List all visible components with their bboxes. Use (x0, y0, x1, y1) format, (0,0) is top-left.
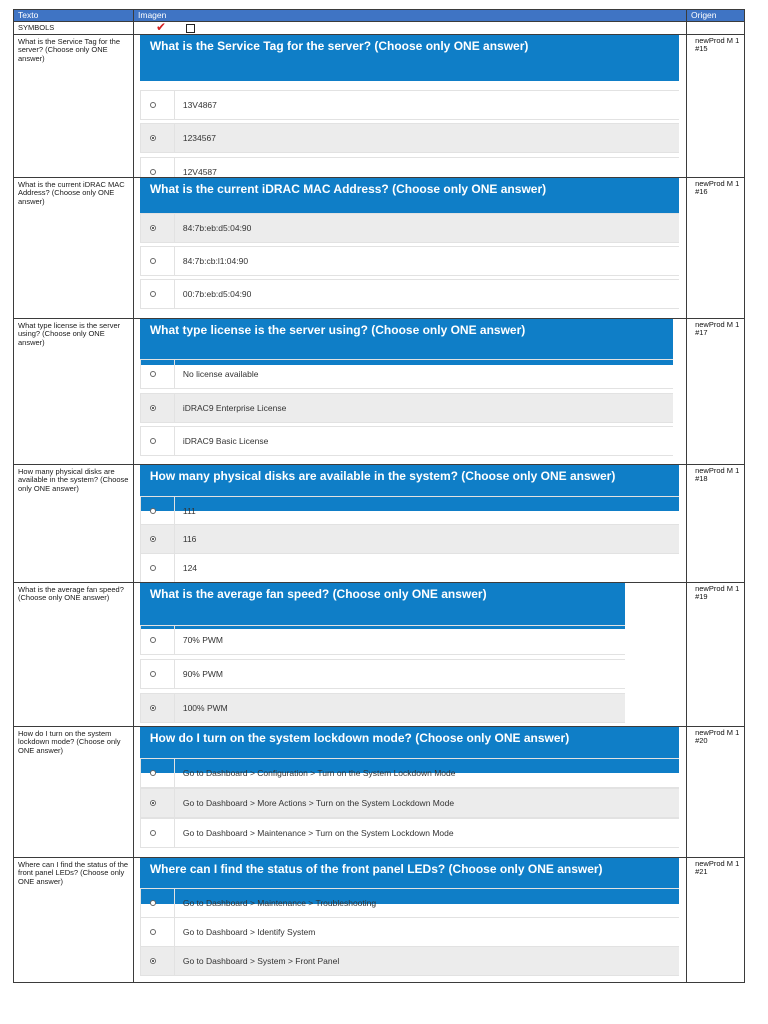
answer-option-label: 00:7b:eb:d5:04:90 (182, 289, 252, 299)
answer-option-label: 111 (182, 506, 196, 516)
row-image-cell (134, 583, 687, 726)
answer-option[interactable] (140, 393, 673, 423)
answer-option-label: 124 (182, 563, 198, 573)
answer-option[interactable] (140, 693, 625, 723)
answer-option[interactable] (140, 553, 679, 582)
answer-option[interactable] (140, 157, 679, 177)
question-title-bar: What type license is the server using? (Choose only ONE answer) (140, 319, 673, 365)
option-divider (174, 124, 175, 152)
row-image-cell (134, 178, 687, 318)
option-divider (174, 694, 175, 722)
symbols-label: SYMBOLS (14, 22, 134, 34)
answer-option[interactable] (140, 213, 679, 243)
answer-option[interactable] (140, 496, 679, 526)
answer-option-label: iDRAC9 Enterprise License (182, 403, 287, 413)
answer-option[interactable] (140, 359, 673, 389)
answer-option-label: 90% PWM (182, 669, 223, 679)
answer-option-label: 116 (182, 534, 197, 544)
radio-empty-icon[interactable] (150, 900, 156, 906)
option-divider (174, 918, 175, 946)
answer-option-label: Go to Dashboard > More Actions > Turn on the System Lockdown Mode (182, 798, 455, 808)
row-text-cell: What is the current iDRAC MAC Address? (Choose only ONE answer) (14, 178, 134, 318)
answer-option[interactable] (140, 279, 679, 309)
answer-option[interactable] (140, 917, 679, 947)
radio-empty-icon[interactable] (150, 102, 156, 108)
answer-option-label: Go to Dashboard > System > Front Panel (182, 956, 340, 966)
row-origin-cell: newProd M 1 #18 (695, 466, 740, 483)
answer-option[interactable] (140, 818, 679, 848)
row-text-cell: How many physical disks are available in the system? (Choose only ONE answer) (14, 465, 134, 582)
question-rows (14, 34, 744, 982)
row-image-cell (134, 465, 687, 582)
answer-option[interactable] (140, 659, 625, 689)
radio-empty-icon[interactable] (150, 671, 156, 677)
radio-empty-icon[interactable] (150, 291, 156, 297)
question-title-bar: How do I turn on the system lockdown mode? (Choose only ONE answer) (140, 727, 679, 773)
header-imagen: Imagen (134, 10, 687, 21)
radio-selected-icon[interactable] (150, 958, 156, 964)
row-text-cell: How do I turn on the system lockdown mode? (Choose only ONE answer) (14, 727, 134, 857)
option-divider (174, 360, 175, 388)
table-header (14, 10, 744, 21)
option-divider (174, 947, 175, 975)
answer-option[interactable] (140, 90, 679, 120)
row-text-cell: Where can I find the status of the front panel LEDs? (Choose only ONE answer) (14, 858, 134, 982)
option-divider (174, 889, 175, 917)
row-text-cell: What is the average fan speed? (Choose only ONE answer) (14, 583, 134, 726)
answer-option[interactable] (140, 426, 673, 456)
option-divider (174, 626, 175, 654)
table-row (14, 857, 744, 982)
row-image-cell (134, 727, 687, 857)
radio-empty-icon[interactable] (150, 258, 156, 264)
question-title-bar: What is the Service Tag for the server? (Choose only ONE answer) (140, 35, 679, 81)
symbols-cell (134, 22, 687, 34)
option-divider (174, 819, 175, 847)
radio-selected-icon[interactable] (150, 225, 156, 231)
radio-selected-icon[interactable] (150, 800, 156, 806)
symbols-row (14, 21, 744, 34)
answer-option-label: 13V4867 (182, 100, 217, 110)
radio-empty-icon[interactable] (150, 371, 156, 377)
row-origin-cell: newProd M 1 #17 (695, 320, 740, 337)
option-divider (174, 214, 175, 242)
answer-option-label: 1234567 (182, 133, 216, 143)
symbols-origin (687, 22, 744, 34)
answer-option[interactable] (140, 524, 679, 554)
radio-selected-icon[interactable] (150, 405, 156, 411)
option-divider (174, 789, 175, 817)
answer-option[interactable] (140, 246, 679, 276)
row-text-cell: What type license is the server using? (Choose only ONE answer) (14, 319, 134, 464)
answer-option-label: 12V4587 (182, 167, 217, 177)
header-texto: Texto (14, 10, 134, 21)
option-divider (174, 759, 175, 787)
answer-option-label: 100% PWM (182, 703, 228, 713)
question-title-bar: What is the current iDRAC MAC Address? (Choose only ONE answer) (140, 178, 679, 224)
answer-option[interactable] (140, 888, 679, 918)
table-row (14, 582, 744, 726)
answer-option-label: No license available (182, 369, 259, 379)
row-text-cell: What is the Service Tag for the server? (Choose only ONE answer) (14, 35, 134, 177)
radio-empty-icon[interactable] (150, 770, 156, 776)
radio-empty-icon[interactable] (150, 565, 156, 571)
option-divider (174, 554, 175, 582)
answer-option[interactable] (140, 625, 625, 655)
answer-option[interactable] (140, 123, 679, 153)
header-origen: Origen (691, 10, 717, 20)
row-origin-cell: newProd M 1 #19 (695, 584, 740, 601)
option-divider (174, 247, 175, 275)
option-divider (174, 660, 175, 688)
table-row (14, 318, 744, 464)
radio-empty-icon[interactable] (150, 830, 156, 836)
answer-option-label: 70% PWM (182, 635, 223, 645)
option-divider (174, 158, 175, 177)
empty-checkbox-icon (186, 24, 195, 33)
answer-option[interactable] (140, 788, 679, 818)
radio-empty-icon[interactable] (150, 508, 156, 514)
answer-option-label: Go to Dashboard > Identify System (182, 927, 316, 937)
row-origin-cell: newProd M 1 #20 (695, 728, 740, 745)
option-divider (174, 394, 175, 422)
answer-option-label: 84:7b:eb:d5:04:90 (182, 223, 252, 233)
answer-option-label: Go to Dashboard > Maintenance > Turn on the System Lockdown Mode (182, 828, 454, 838)
row-image-cell (134, 35, 687, 177)
answer-option-label: Go to Dashboard > Configuration > Turn on the System Lockdown Mode (182, 768, 456, 778)
option-divider (174, 427, 175, 455)
radio-selected-icon[interactable] (150, 135, 156, 141)
row-image-cell (134, 319, 687, 464)
answer-option[interactable] (140, 758, 679, 788)
radio-empty-icon[interactable] (150, 169, 156, 175)
answer-option[interactable] (140, 946, 679, 976)
row-origin-cell: newProd M 1 #15 (695, 36, 740, 53)
question-title-bar: What is the average fan speed? (Choose only ONE answer) (140, 583, 625, 629)
answer-option-label: Go to Dashboard > Maintenance > Troubleshooting (182, 898, 377, 908)
option-divider (174, 497, 175, 525)
answer-option-label: iDRAC9 Basic License (182, 436, 269, 446)
row-origin-cell: newProd M 1 #21 (695, 859, 740, 876)
option-divider (174, 280, 175, 308)
radio-selected-icon[interactable] (150, 705, 156, 711)
answer-option-label: 84:7b:cb:l1:04:90 (182, 256, 249, 266)
option-divider (174, 91, 175, 119)
question-title-bar: Where can I find the status of the front panel LEDs? (Choose only ONE answer) (140, 858, 679, 904)
row-image-cell (134, 858, 687, 982)
table-row (14, 464, 744, 582)
check-mark-icon: ✔ (156, 20, 167, 34)
radio-selected-icon[interactable] (150, 536, 156, 542)
table-row (14, 726, 744, 857)
table-row (14, 34, 744, 177)
table-row (14, 177, 744, 318)
radio-empty-icon[interactable] (150, 637, 156, 643)
question-title-bar: How many physical disks are available in the system? (Choose only ONE answer) (140, 465, 679, 511)
worksheet-table (13, 9, 745, 983)
row-origin-cell: newProd M 1 #16 (695, 179, 740, 196)
radio-empty-icon[interactable] (150, 438, 156, 444)
radio-empty-icon[interactable] (150, 929, 156, 935)
option-divider (174, 525, 175, 553)
